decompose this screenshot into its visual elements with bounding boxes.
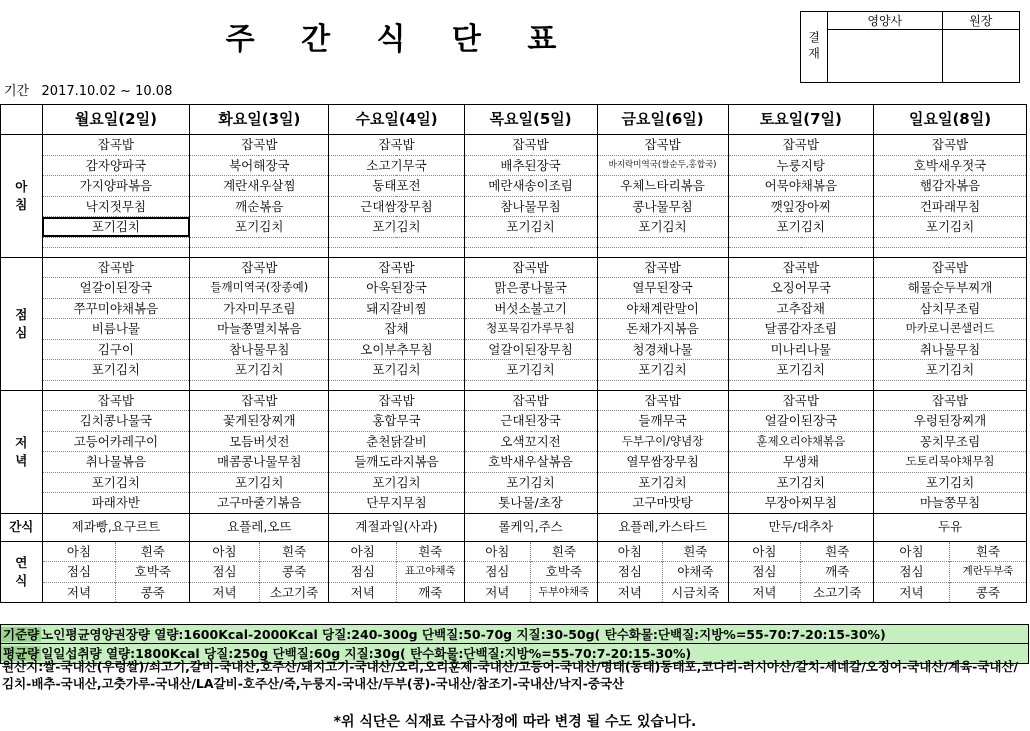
menu-item[interactable]: 잡채 [329,319,464,340]
menu-item[interactable]: 포기김치 [728,217,874,238]
porridge-meal: 점심 [728,562,801,583]
breakfast-empty-row [1,237,1027,247]
menu-item[interactable]: 포기김치 [874,472,1027,493]
menu-item[interactable]: 포기김치 [597,472,728,493]
menu-item[interactable]: 고구마줄기볶음 [190,493,329,514]
day-header-row [1,105,1027,135]
porridge-meal: 아침 [597,541,662,562]
lunch-empty-row [1,380,1027,390]
menu-item[interactable]: 건파래무침 [874,196,1027,217]
breakfast-label: 아 침 [1,135,43,258]
menu-item[interactable]: 잡곡밥 [728,135,874,156]
menu-item[interactable]: 어묵야채볶음 [728,176,874,197]
menu-item[interactable]: 고구마맛탕 [597,493,728,514]
menu-item[interactable]: 잡곡밥 [464,257,597,278]
porridge-meal: 아침 [728,541,801,562]
menu-item[interactable]: 톳나물/초장 [464,493,597,514]
porridge-item[interactable]: 깨죽 [396,582,464,603]
menu-item[interactable]: 청포묵김가루무침 [464,319,597,340]
period [4,80,172,99]
empty-cell[interactable] [728,380,874,390]
snack-item[interactable]: 롤케익,주스 [464,513,597,541]
menu-item[interactable]: 북어해장국 [190,155,329,176]
menu-item[interactable]: 파래자반 [42,493,190,514]
porridge-item[interactable]: 야채죽 [663,562,728,583]
menu-item[interactable]: 잡곡밥 [42,390,190,411]
menu-item[interactable]: 우체느타리볶음 [597,176,728,197]
menu-item[interactable]: 잡곡밥 [190,135,329,156]
breakfast-row [1,135,1027,156]
day-header: 화요일(3일) [190,105,329,135]
menu-item[interactable]: 무생채 [728,452,874,473]
menu-item[interactable]: 오색꼬지전 [464,431,597,452]
menu-table [0,104,1027,603]
empty-cell[interactable] [329,237,464,247]
menu-item[interactable]: 취나물무침 [874,339,1027,360]
empty-cell[interactable] [597,237,728,247]
porridge-meal: 저녁 [728,582,801,603]
breakfast-row [1,155,1027,176]
corner-cell [1,105,43,135]
snack-item[interactable]: 요플레,카스타드 [597,513,728,541]
snack-item[interactable]: 요플레,오뜨 [190,513,329,541]
menu-item[interactable]: 오이부추무침 [329,339,464,360]
porridge-meal: 저녁 [597,582,662,603]
menu-item[interactable]: 야채계란말이 [597,298,728,319]
empty-cell[interactable] [728,247,874,257]
menu-item[interactable]: 잡곡밥 [329,135,464,156]
standard-text: 일일섭취량 열량:1800Kcal 당질:250g 단백질:60g 지질:30g( 탄수화물:단백질:지방%=55-70:7-20:15-30%) [41,646,692,661]
menu-item[interactable]: 돈채가지볶음 [597,319,728,340]
empty-cell[interactable] [728,237,874,247]
breakfast-row [1,217,1027,238]
porridge-meal: 점심 [874,562,950,583]
porridge-meal: 아침 [190,541,260,562]
menu-item[interactable]: 감자양파국 [42,155,190,176]
porridge-meal: 저녁 [42,582,116,603]
menu-item[interactable]: 호박새우젓국 [874,155,1027,176]
porridge-label: 연 식 [1,541,43,603]
menu-item[interactable]: 포기김치 [329,360,464,381]
menu-item[interactable]: 포기김치 [42,360,190,381]
porridge-item[interactable]: 시금치죽 [663,582,728,603]
day-header: 수요일(4일) [329,105,464,135]
menu-item[interactable]: 포기김치 [464,217,597,238]
menu-item[interactable]: 달콤감자조림 [728,319,874,340]
porridge-meal: 저녁 [874,582,950,603]
menu-item[interactable]: 매콤콩나물무침 [190,452,329,473]
porridge-meal: 아침 [329,541,397,562]
menu-item[interactable]: 참나물무침 [464,196,597,217]
porridge-item[interactable]: 두부야채죽 [531,582,598,603]
standard-key: 기준량 [3,627,40,642]
lunch-row [1,257,1027,278]
menu-item[interactable]: 잡곡밥 [874,135,1027,156]
menu-item[interactable]: 잡곡밥 [42,257,190,278]
menu-item[interactable]: 가지양파볶음 [42,176,190,197]
porridge-item[interactable]: 깨죽 [801,562,874,583]
menu-item[interactable]: 얼갈이된장무침 [464,339,597,360]
porridge-item[interactable]: 호박죽 [116,562,190,583]
porridge-item[interactable]: 흰죽 [396,541,464,562]
dinner-row [1,472,1027,493]
snack-row [1,513,1027,541]
empty-cell[interactable] [190,380,329,390]
menu-item[interactable]: 들깨무국 [597,411,728,432]
dinner-row [1,431,1027,452]
porridge-row [1,541,1027,562]
empty-cell[interactable] [329,380,464,390]
menu-item[interactable]: 깻잎장아찌 [728,196,874,217]
day-header: 일요일(8일) [874,105,1027,135]
menu-item[interactable]: 삼치무조림 [874,298,1027,319]
menu-item[interactable]: 미나리나물 [728,339,874,360]
menu-item[interactable]: 잡곡밥 [597,135,728,156]
dinner-label: 저 녁 [1,390,43,513]
menu-item[interactable]: 김치콩나물국 [42,411,190,432]
menu-item[interactable]: 단무지무침 [329,493,464,514]
lunch-row [1,298,1027,319]
menu-item[interactable]: 홍합무국 [329,411,464,432]
porridge-row [1,562,1027,583]
day-header: 월요일(2일) [42,105,190,135]
menu-item[interactable]: 잡곡밥 [329,257,464,278]
menu-item[interactable]: 포기김치 [597,360,728,381]
standard-text: 노인평균영양권장량 열량:1600Kcal-2000Kcal 당질:240-300g 단백질:50-70g 지질:30-50g( 탄수화물:단백질:지방%=55-70:7-20:15-30%) [41,627,886,642]
menu-item[interactable]: 꽃게된장찌개 [190,411,329,432]
day-header: 토요일(7일) [728,105,874,135]
period-label: 기간 [4,84,30,99]
menu-item[interactable]: 돼지갈비찜 [329,298,464,319]
menu-item[interactable]: 배추된장국 [464,155,597,176]
menu-item[interactable]: 바지락미역국(쌀순두,홍합국) [597,155,728,176]
day-header: 금요일(6일) [597,105,728,135]
porridge-meal: 저녁 [464,582,531,603]
porridge-meal: 점심 [329,562,397,583]
empty-cell[interactable] [874,237,1027,247]
porridge-item[interactable]: 흰죽 [801,541,874,562]
porridge-item[interactable]: 계란두부죽 [949,562,1026,583]
empty-cell[interactable] [190,237,329,247]
menu-item[interactable]: 포기김치 [329,472,464,493]
empty-cell[interactable] [597,247,728,257]
porridge-item[interactable]: 콩죽 [116,582,190,603]
menu-item[interactable]: 잡곡밥 [597,390,728,411]
menu-item[interactable]: 포기김치 [874,217,1027,238]
menu-item[interactable]: 두부구이/양념장 [597,431,728,452]
empty-cell[interactable] [464,380,597,390]
empty-cell[interactable] [42,380,190,390]
approval-director: 원장 [942,12,1019,30]
menu-item[interactable]: 잡곡밥 [728,390,874,411]
snack-item[interactable]: 두유 [874,513,1027,541]
porridge-meal: 저녁 [190,582,260,603]
porridge-meal: 점심 [190,562,260,583]
breakfast-empty-row [1,247,1027,257]
empty-cell[interactable] [464,247,597,257]
menu-item[interactable]: 포기김치 [190,472,329,493]
menu-item[interactable]: 포기김치 [728,472,874,493]
menu-item[interactable]: 춘천닭갈비 [329,431,464,452]
menu-item[interactable]: 고추잡채 [728,298,874,319]
approval-box [800,11,1020,83]
menu-item[interactable]: 포기김치 [874,360,1027,381]
porridge-meal: 점심 [42,562,116,583]
dinner-row [1,493,1027,514]
menu-item[interactable]: 포기김치 [190,217,329,238]
approval-sign-1[interactable] [828,30,943,83]
menu-item[interactable]: 낙지젓무침 [42,196,190,217]
porridge-item[interactable]: 콩죽 [949,582,1026,603]
porridge-item[interactable]: 소고기죽 [259,582,329,603]
period-value: 2017.10.02 ~ 10.08 [41,84,173,99]
menu-item[interactable]: 잡곡밥 [874,390,1027,411]
empty-cell[interactable] [874,247,1027,257]
origin-text: 원산지:쌀-국내산(우렁쌀)/쇠고기,갈비-국내산,호주산/돼지고기-국내산/오리,오리훈제-국내산/고등어-국내산/명태(동태)동태포,코다리-러시아산/갈치-세네갈/오징어-국내산/계육-국내산/김치-배추-국내산,고춧가루-국내산/LA갈비-호주산/죽,누룽지-국내산/두부(콩)-국내산/참조기-국내산/낙지-중국산 [2,659,1019,691]
menu-item[interactable]: 잡곡밥 [597,257,728,278]
menu-item[interactable]: 쭈꾸미야채볶음 [42,298,190,319]
menu-item[interactable]: 잡곡밥 [464,390,597,411]
porridge-item[interactable]: 흰죽 [259,541,329,562]
empty-cell[interactable] [42,237,190,247]
menu-item[interactable]: 잡곡밥 [42,135,190,156]
menu-item[interactable]: 고등어카레구이 [42,431,190,452]
empty-cell[interactable] [464,237,597,247]
menu-item[interactable]: 포기김치 [42,217,190,238]
menu-item[interactable]: 포기김치 [464,472,597,493]
menu-item[interactable]: 우렁된장찌개 [874,411,1027,432]
menu-item[interactable]: 가자미무조림 [190,298,329,319]
menu-item[interactable]: 잡곡밥 [329,390,464,411]
menu-item[interactable]: 얼갈이된장국 [42,278,190,299]
empty-cell[interactable] [874,380,1027,390]
menu-item[interactable]: 김구이 [42,339,190,360]
porridge-meal: 아침 [464,541,531,562]
menu-item[interactable]: 포기김치 [329,217,464,238]
empty-cell[interactable] [597,380,728,390]
porridge-item[interactable]: 콩죽 [259,562,329,583]
menu-item[interactable]: 포기김치 [728,360,874,381]
menu-item[interactable]: 근대된장국 [464,411,597,432]
menu-item[interactable]: 호박새우살볶음 [464,452,597,473]
menu-item[interactable]: 계란새우살찜 [190,176,329,197]
menu-item[interactable]: 잡곡밥 [464,135,597,156]
standard-key: 평균량 [3,646,40,661]
empty-cell[interactable] [42,247,190,257]
snack-item[interactable]: 만두/대추차 [728,513,874,541]
dinner-row [1,452,1027,473]
menu-item[interactable]: 취나물볶음 [42,452,190,473]
menu-item[interactable]: 콩나물무침 [597,196,728,217]
menu-item[interactable]: 소고기무국 [329,155,464,176]
porridge-meal: 점심 [597,562,662,583]
menu-item[interactable]: 꽁치무조림 [874,431,1027,452]
day-header: 목요일(5일) [464,105,597,135]
lunch-label: 점 심 [1,257,43,390]
approval-sign-2[interactable] [942,30,1019,83]
porridge-item[interactable]: 흰죽 [663,541,728,562]
menu-item[interactable]: 얼갈이된장국 [728,411,874,432]
menu-item[interactable]: 근대쌈장무침 [329,196,464,217]
porridge-item[interactable]: 호박죽 [531,562,598,583]
menu-item[interactable]: 포기김치 [42,472,190,493]
menu-item[interactable]: 햄감자볶음 [874,176,1027,197]
porridge-item[interactable]: 흰죽 [116,541,190,562]
breakfast-row [1,176,1027,197]
menu-item[interactable]: 열무된장국 [597,278,728,299]
porridge-meal: 아침 [42,541,116,562]
menu-item[interactable]: 훈제오리야채볶음 [728,431,874,452]
lunch-row [1,278,1027,299]
dinner-row [1,411,1027,432]
menu-item[interactable]: 마늘쫑무침 [874,493,1027,514]
snack-item[interactable]: 제과빵,요구르트 [42,513,190,541]
lunch-row [1,319,1027,340]
menu-item[interactable]: 마늘쫑멸치볶음 [190,319,329,340]
approval-label: 결재 [801,12,828,83]
menu-item[interactable]: 참나물무침 [190,339,329,360]
empty-cell[interactable] [329,247,464,257]
porridge-item[interactable]: 흰죽 [531,541,598,562]
snack-item[interactable]: 계절과일(사과) [329,513,464,541]
lunch-row [1,339,1027,360]
dinner-row [1,390,1027,411]
menu-item[interactable]: 버섯소불고기 [464,298,597,319]
menu-item[interactable]: 들깨도라지볶음 [329,452,464,473]
menu-item[interactable]: 포기김치 [190,360,329,381]
snack-label: 간식 [1,513,43,541]
menu-item[interactable]: 잡곡밥 [190,390,329,411]
menu-item[interactable]: 깨순볶음 [190,196,329,217]
porridge-meal: 아침 [874,541,950,562]
porridge-meal: 점심 [464,562,531,583]
footer-note: *위 식단은 식재료 수급사정에 따라 변경 될 수도 있습니다. [333,714,697,730]
menu-item[interactable]: 무장아찌무침 [728,493,874,514]
menu-item[interactable]: 도토리묵야채무침 [874,452,1027,473]
breakfast-row [1,196,1027,217]
menu-item[interactable]: 메란새송이조림 [464,176,597,197]
menu-item[interactable]: 해물순두부찌개 [874,278,1027,299]
menu-item[interactable]: 잡곡밥 [190,257,329,278]
menu-item[interactable]: 아욱된장국 [329,278,464,299]
porridge-row [1,582,1027,603]
menu-item[interactable]: 맑은콩나물국 [464,278,597,299]
menu-item[interactable]: 들깨미역국(장종예) [190,278,329,299]
menu-item[interactable]: 비름나물 [42,319,190,340]
menu-item[interactable]: 잡곡밥 [874,257,1027,278]
lunch-row [1,360,1027,381]
menu-item[interactable]: 마카로니콘샐러드 [874,319,1027,340]
menu-item[interactable]: 오징어무국 [728,278,874,299]
approval-nutritionist: 영양사 [828,12,943,30]
porridge-meal: 저녁 [329,582,397,603]
menu-item[interactable]: 포기김치 [597,217,728,238]
porridge-item[interactable]: 흰죽 [949,541,1026,562]
menu-item[interactable]: 포기김치 [464,360,597,381]
menu-item[interactable]: 잡곡밥 [728,257,874,278]
menu-item[interactable]: 청경채나물 [597,339,728,360]
menu-item[interactable]: 누룽지탕 [728,155,874,176]
empty-cell[interactable] [190,247,329,257]
porridge-item[interactable]: 소고기죽 [801,582,874,603]
menu-item[interactable]: 동태포전 [329,176,464,197]
standard-row-1 [0,624,1029,645]
menu-item[interactable]: 모듬버섯전 [190,431,329,452]
page-title: 주 간 식 단 표 [225,22,575,57]
menu-item[interactable]: 열무쌈장무침 [597,452,728,473]
porridge-item[interactable]: 표고야채죽 [396,562,464,583]
